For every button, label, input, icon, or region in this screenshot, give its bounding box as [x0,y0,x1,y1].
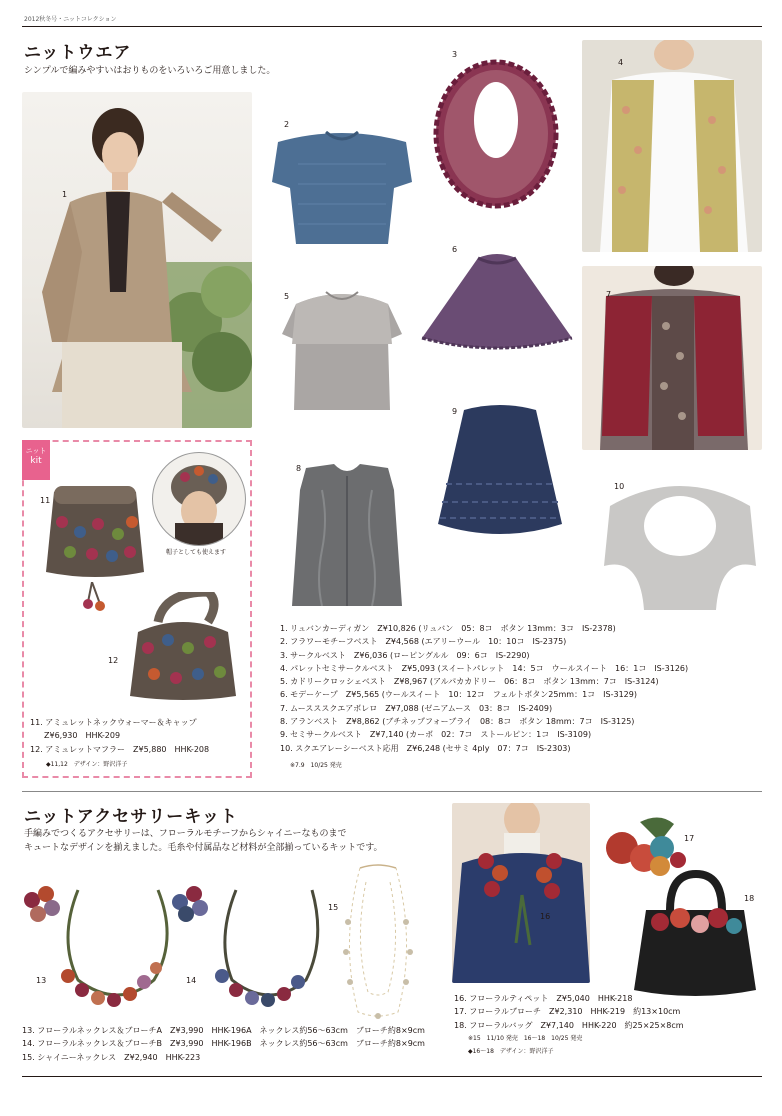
caption-item: 10. スクエアレーシーベスト応用 Z¥6,248 (セサミ 4ply 07：7コ IS-2303) [280,743,571,753]
item-number-9: 9 [452,407,458,416]
item-number-13: 13 [36,976,47,985]
photo-flower-motif-vest [268,124,416,250]
photo-amulet-muffler [124,592,242,704]
kit-tag-line2: kit [30,456,42,466]
caption-item-11-title: 11. アミュレットネックウォーマー＆キャップ [30,718,197,727]
accessory-release-note: ※15 11/10 発売 16〜18 10/25 発売 [468,1035,583,1042]
accessory-lead-2: キュートなデザインを揃えました。毛糸や付属品など材料が全部揃っているキットです。 [24,843,383,853]
caption-item: 1. リュバンカーディガン Z¥10,826 (リュバン 05：8コ ボタン 13mm：3コ IS-2378) [280,624,616,633]
knitwear-lead: シンプルで編みやすいはおりものをいろいろご用意しました。 [24,66,276,76]
item-number-17: 17 [684,834,695,843]
kit-tag-line1: ニット [25,447,47,455]
item-number-5: 5 [284,292,290,301]
photo-floral-tippet-model [452,803,590,983]
photo-floral-necklace-a [18,880,188,1020]
item-number-14: 14 [186,976,197,985]
item-number-2: 2 [284,120,290,129]
item-number-16: 16 [540,912,551,921]
item-number-11: 11 [40,496,51,505]
photo-shiny-necklace [330,862,426,1022]
photo-cardigan-model [22,92,252,428]
caption-item: 17. フローラルブローチ Z¥2,310 HHK-219 約13×10cm [454,1007,681,1017]
accessory-caption-list-right [454,992,684,1032]
caption-item: 13. フローラルネックレス＆ブローチA Z¥3,990 HHK-196A ネックレス約56〜63cm ブローチ約8×9cm [22,1026,425,1035]
running-header: 2012秋冬号・ニットコレクション [24,16,117,23]
neckwarmer-tassel-flowers [72,582,122,612]
photo-floral-bag [630,870,760,1000]
item-number-7: 7 [606,290,612,299]
photo-circle-vest [430,50,562,210]
caption-item: 16. フローラルティペット Z¥5,040 HHK-218 [454,994,633,1003]
knit-kit-tag [22,440,50,480]
caption-item: 6. モデーケープ Z¥5,565 (ウールスイート 10：12コ フェルトボタン25mm：1コ IS-3129) [280,690,637,700]
photo-semi-circle-vest [434,404,566,542]
caption-item: 14. フローラルネックレス＆ブローチB Z¥3,990 HHK-196B ネックレス約56〜63cm ブローチ約8×9cm [22,1039,425,1049]
item-number-1: 1 [62,190,68,199]
caption-item: 9. セミサークルベスト Z¥7,140 (カーボ 02：7コ ストールピン：1コ IS-3109) [280,730,592,740]
caption-item: 2. フラワーモチーフベスト Z¥4,568 (エアリーウール 10：10コ IS-2375) [280,637,567,647]
section-title-knitwear: ニットウエア [24,43,132,63]
caption-item: 5. カドリークロッシェベスト Z¥8,967 (アルパカカドリー 06：8コ ボタン 13mm：7コ IS-3124) [280,677,659,687]
caption-item: 18. フローラルバッグ Z¥7,140 HHK-220 約25×25×8cm [454,1020,684,1030]
header-rule [22,26,762,27]
bubble-caption: 帽子としても使えます [166,549,227,556]
photo-aran-vest [282,460,412,606]
accessory-design-note: ◆16〜18 デザイン：野沢洋子 [468,1048,554,1055]
item-number-8: 8 [296,464,302,473]
photo-amulet-cap-bubble [152,452,246,546]
accessory-caption-list-left [22,1024,425,1064]
kit-design-note: ◆11,12 デザイン：野沢洋子 [46,761,128,768]
item-number-18: 18 [744,894,755,903]
caption-item: 4. パレットセミサークルベスト Z¥5,093 (スイートパレット 14：5コ ウールスイート 16：1コ IS-3126) [280,663,689,673]
caption-item: 8. アランベスト Z¥8,862 (ブチネップフォーブライ 08：8コ ボタン 18mm：7コ IS-3125) [280,717,635,727]
photo-amulet-neckwarmer [40,482,150,582]
section-divider [22,791,762,792]
footer-rule [22,1076,762,1077]
item-number-15: 15 [328,903,339,912]
caption-item: 7. ムースススクエアボレロ Z¥7,088 (ゼニアムース 03：8コ IS-2409) [280,703,553,713]
caption-item: 15. シャイニーネックレス Z¥2,940 HHK-223 [22,1052,201,1062]
kit-caption-list [30,716,209,756]
section-title-accessory: ニットアクセサリーキット [24,807,238,827]
photo-palette-vest-model [582,40,762,252]
photo-floral-necklace-b [166,880,339,1020]
item-number-4: 4 [618,58,624,67]
caption-item-11-price: Z¥6,930 HHK-209 [44,731,121,741]
item-number-10: 10 [614,482,625,491]
caption-item: 3. サークルベスト Z¥6,036 (ローピングルル 09：6コ IS-2290) [280,650,530,660]
accessory-lead-1: 手編みでつくるアクセサリーは、フローラルモチーフからシャイニーなものまで [24,829,347,839]
caption-item-12: 12. アミュレットマフラー Z¥5,880 HHK-208 [30,744,210,754]
item-number-6: 6 [452,245,458,254]
photo-mode-cape [418,246,576,358]
knitwear-caption-list [280,622,688,755]
item-number-12: 12 [108,656,119,665]
knitwear-release-note: ※7.9 10/25 発売 [290,762,342,769]
photo-cuddly-crochet-vest [276,284,408,414]
item-number-3: 3 [452,50,458,59]
